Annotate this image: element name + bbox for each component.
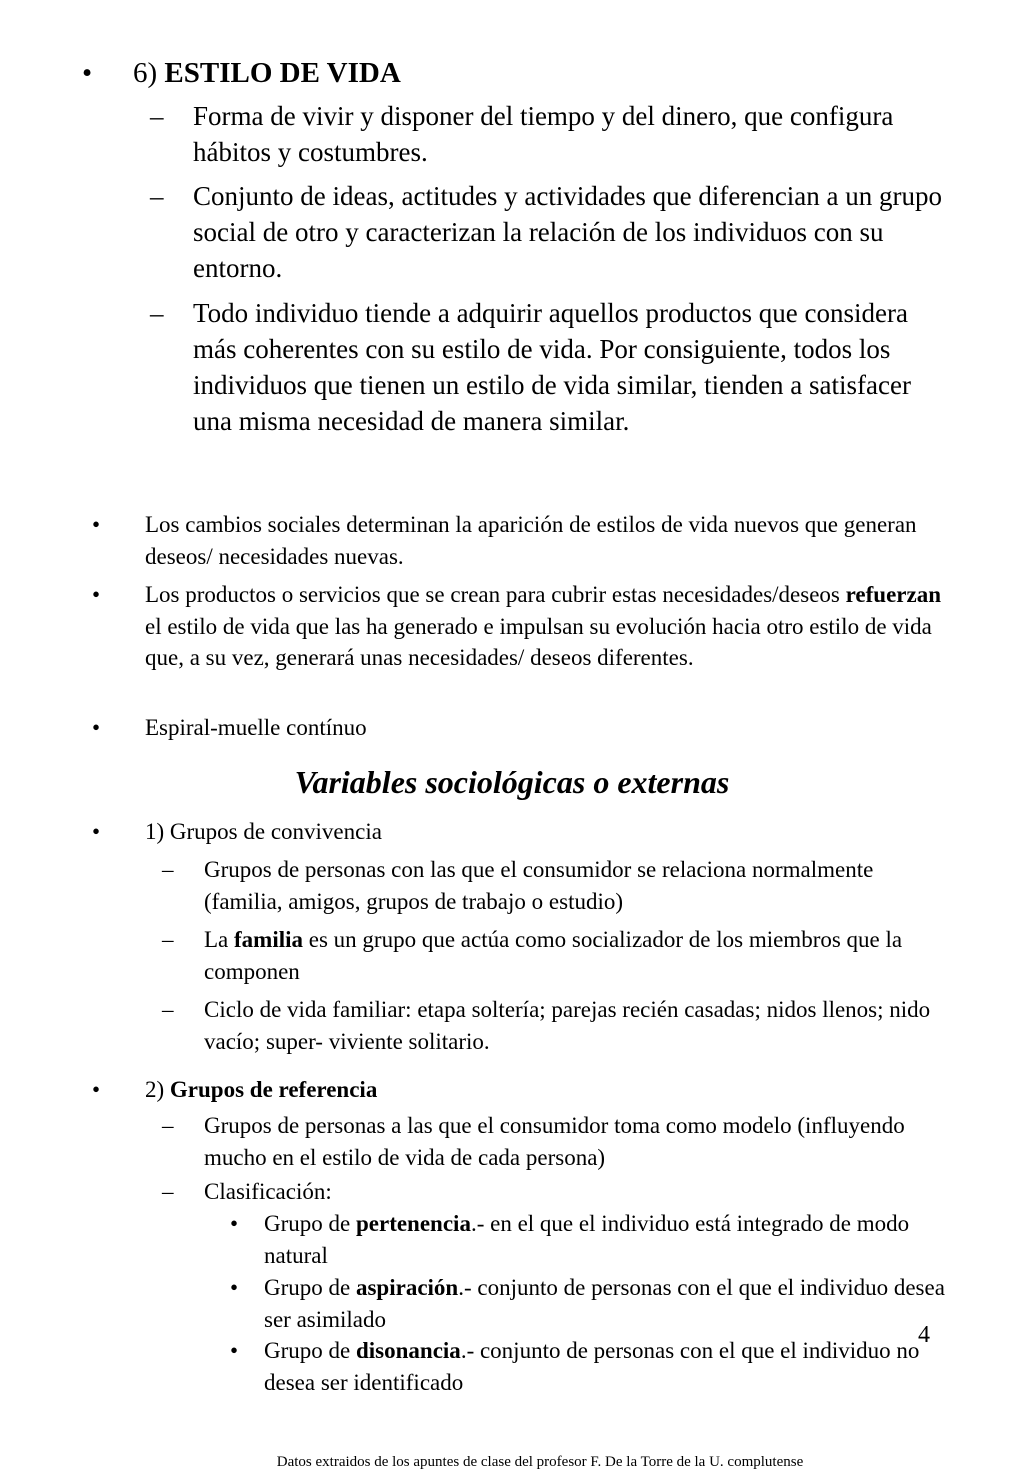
cambios-paragraph-1: Los cambios sociales determinan la aparición de estilos de vida nuevos que generan deseos/ necesidades nuevas. bbox=[145, 512, 917, 569]
bullet: • bbox=[230, 1338, 239, 1363]
section-title-estilo-de-vida bbox=[133, 55, 401, 91]
text-run: Grupo de bbox=[264, 1275, 356, 1300]
clasificacion-item-2 bbox=[264, 1272, 954, 1335]
dash-bullet: – bbox=[150, 101, 164, 131]
dash-bullet: – bbox=[162, 997, 174, 1022]
estilo-item-2: Conjunto de ideas, actitudes y actividades que diferencian a un grupo social de otro y caracterizan la relación de los individuos con su entorno. bbox=[193, 181, 943, 283]
dash-bullet: – bbox=[162, 857, 174, 882]
referencia-title-bold: Grupos de referencia bbox=[169, 1077, 378, 1102]
clasificacion-item-3 bbox=[264, 1335, 954, 1398]
convivencia-item-3: Ciclo de vida familiar: etapa soltería; parejas recién casadas; nidos llenos; nido vacío; super- viviente solitario. bbox=[204, 997, 931, 1054]
bold-pertenencia: pertenencia bbox=[355, 1211, 471, 1236]
text-run: .- en el que el individuo está integrado de modo natural bbox=[264, 1211, 910, 1268]
dash-bullet: – bbox=[162, 1113, 174, 1138]
dash-bullet: – bbox=[162, 927, 174, 952]
estilo-item-1: Forma de vivir y disponer del tiempo y del dinero, que configura hábitos y costumbres. bbox=[193, 101, 894, 167]
dash-bullet: – bbox=[162, 1179, 174, 1204]
section-title-bold: ESTILO DE VIDA bbox=[164, 57, 401, 89]
referencia-item-2: Clasificación: bbox=[204, 1179, 332, 1204]
bullet: • bbox=[92, 582, 101, 607]
bullet: • bbox=[230, 1211, 239, 1236]
dash-bullet: – bbox=[150, 181, 164, 211]
bullet: • bbox=[82, 57, 93, 89]
text-run: La bbox=[204, 927, 235, 952]
clasificacion-item-1 bbox=[264, 1208, 954, 1271]
text-run: es un grupo que actúa como socializador de los miembros que la componen bbox=[204, 927, 903, 984]
bullet: • bbox=[92, 1077, 101, 1102]
text-run: Grupo de bbox=[264, 1338, 356, 1363]
bullet: • bbox=[92, 512, 101, 537]
cambios-paragraph-2 bbox=[145, 579, 945, 674]
section-number: 6) bbox=[133, 57, 158, 89]
section-heading: Variables sociológicas o externas bbox=[294, 764, 730, 800]
text-run: Los productos o servicios que se crean para cubrir estas necesidades/deseos bbox=[145, 582, 846, 607]
dash-bullet: – bbox=[150, 298, 164, 328]
text-run: .- conjunto de personas con el que el individuo desea ser asimilado bbox=[264, 1275, 945, 1332]
convivencia-title: 1) Grupos de convivencia bbox=[145, 819, 382, 844]
bullet: • bbox=[92, 715, 101, 740]
referencia-title bbox=[145, 1074, 945, 1106]
convivencia-item-2 bbox=[204, 924, 944, 987]
bold-familia: familia bbox=[234, 927, 304, 952]
referencia-item-1: Grupos de personas a las que el consumidor toma como modelo (influyendo mucho en el estilo de vida de cada persona) bbox=[204, 1113, 905, 1170]
estilo-item-3: Todo individuo tiende a adquirir aquellos productos que considera más coherentes con su estilo de vida. Por consiguiente, todos los individuos que tienen un estilo de vida similar, tienden a satisfacer una misma necesidad de manera similar. bbox=[193, 298, 911, 436]
footer-note: Datos extraidos de los apuntes de clase del profesor F. De la Torre de la U. complutense bbox=[276, 1454, 804, 1470]
page-number: 4 bbox=[918, 1322, 930, 1348]
text-run: el estilo de vida que las ha generado e impulsan su evolución hacia otro estilo de vida que, a su vez, generará unas necesidades/ deseos diferentes. bbox=[145, 613, 932, 670]
cambios-paragraph-3: Espiral-muelle contínuo bbox=[145, 715, 367, 740]
convivencia-item-1: Grupos de personas con las que el consumidor se relaciona normalmente (familia, amigos, grupos de trabajo o estudio) bbox=[204, 857, 874, 914]
section-number: 2) bbox=[145, 1077, 170, 1102]
bullet: • bbox=[230, 1275, 239, 1300]
bullet: • bbox=[92, 819, 101, 844]
bold-refuerzan: refuerzan bbox=[845, 582, 941, 607]
text-run: Grupo de bbox=[264, 1211, 356, 1236]
text-run: .- conjunto de personas con el que el individuo no desea ser identificado bbox=[264, 1338, 920, 1395]
bold-disonancia: disonancia bbox=[355, 1338, 461, 1363]
bold-aspiracion: aspiración bbox=[355, 1275, 459, 1300]
